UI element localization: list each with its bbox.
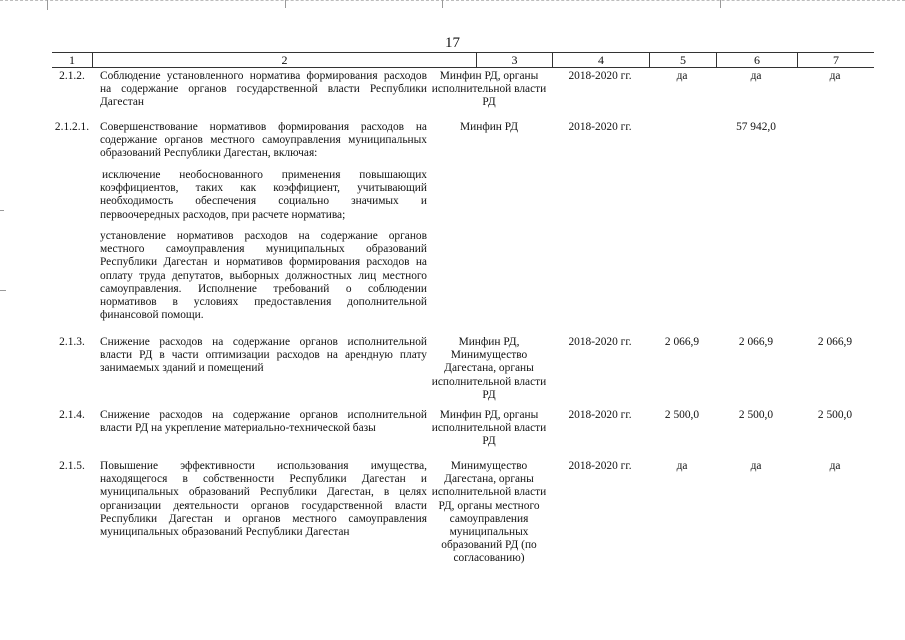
row-value-col7: 2 066,9 bbox=[817, 336, 853, 348]
row-value-col6: 2 066,9 bbox=[738, 336, 774, 348]
row-number: 2.1.2. bbox=[59, 70, 85, 82]
scan-mark bbox=[47, 0, 48, 10]
row-period: 2018-2020 гг. bbox=[568, 409, 632, 421]
column-header-1: 1 bbox=[69, 53, 75, 67]
row-responsible: Минфин РД bbox=[460, 121, 518, 133]
row-period: 2018-2020 гг. bbox=[568, 460, 632, 472]
row-number: 2.1.5. bbox=[59, 460, 85, 472]
row-description-continuation bbox=[100, 230, 427, 322]
row-description-paragraph: установление нормативов расходов на содержание органов местного самоуправления муниципальных образований Республики Дагестан и нормативов формирования расходов на оплату труда депутатов, выборных должностных лиц местного самоуправления. Исполнение требований о соблюдении нормативов в условиях предоставления дополнительной финансовой помощи. bbox=[100, 230, 427, 322]
row-value-col6: да bbox=[750, 460, 762, 472]
scan-mark bbox=[285, 0, 286, 8]
row-description-continuation bbox=[100, 169, 427, 222]
table-header-row bbox=[52, 52, 874, 68]
row-value-col7: да bbox=[829, 460, 841, 472]
column-header-3: 3 bbox=[511, 53, 518, 67]
row-period: 2018-2020 гг. bbox=[568, 121, 632, 133]
row-description bbox=[100, 70, 427, 110]
row-period: 2018-2020 гг. bbox=[568, 336, 632, 348]
row-value-col5: 2 500,0 bbox=[664, 409, 700, 421]
row-number: 2.1.2.1. bbox=[54, 121, 90, 133]
scan-mark bbox=[0, 290, 6, 291]
row-description-paragraph: Снижение расходов на содержание органов исполнительной власти РД в части оптимизации расходов на арендную плату занимаемых зданий и помещений bbox=[100, 336, 427, 375]
row-number: 2.1.3. bbox=[59, 336, 85, 348]
row-number: 2.1.4. bbox=[59, 409, 85, 421]
row-value-col7: да bbox=[829, 70, 841, 82]
row-value-col6: 2 500,0 bbox=[738, 409, 774, 421]
scan-mark bbox=[720, 0, 721, 8]
row-value-col5: 2 066,9 bbox=[664, 336, 700, 348]
row-responsible: Минфин РД, органы исполнительной власти РД bbox=[431, 70, 547, 109]
row-value-col6: да bbox=[750, 70, 762, 82]
page-number: 17 bbox=[445, 35, 460, 51]
column-header-2: 2 bbox=[281, 53, 288, 67]
row-responsible: Минфин РД, Минимущество Дагестана, органы исполнительной власти РД bbox=[431, 336, 547, 401]
row-description-paragraph: Снижение расходов на содержание органов исполнительной власти РД на укрепление материально-технической базы bbox=[100, 409, 427, 435]
row-description bbox=[100, 336, 427, 376]
row-value-col7: 2 500,0 bbox=[817, 409, 853, 421]
row-value-col5: да bbox=[676, 70, 688, 82]
row-responsible: Минимущество Дагестана, органы исполнительной власти РД, органы местного самоуправления муниципальных образований РД (по согласованию) bbox=[431, 460, 547, 565]
row-description-paragraph: исключение необоснованного применения повышающих коэффициентов, таких как коэффициент, учитывающий необходимость обеспечения социально значимых и первоочередных расходов, при расчете норматива; bbox=[100, 169, 427, 221]
row-description bbox=[100, 460, 427, 539]
row-description bbox=[100, 121, 427, 161]
row-description-paragraph: Совершенствование нормативов формирования расходов на содержание органов местного самоуправления муниципальных образований Республики Дагестан, включая: bbox=[100, 121, 427, 160]
row-description-paragraph: Соблюдение установленного норматива формирования расходов на содержание органов государственной власти Республики Дагестан bbox=[100, 70, 427, 109]
row-period: 2018-2020 гг. bbox=[568, 70, 632, 82]
column-header-6: 6 bbox=[754, 53, 760, 67]
row-value-col5: да bbox=[676, 460, 688, 472]
scan-mark bbox=[0, 210, 4, 211]
row-description-paragraph: Повышение эффективности использования имущества, находящегося в собственности Республики Дагестан и муниципальных образований Республики Дагестан, в целях организации деятельности органов государственной власти Республики Дагестан и органов местного самоуправления муниципальных образований Республики Дагестан bbox=[100, 460, 427, 539]
row-value-col6: 57 942,0 bbox=[736, 121, 776, 133]
row-description bbox=[100, 409, 427, 435]
column-header-7: 7 bbox=[833, 53, 839, 67]
column-header-5: 5 bbox=[680, 53, 686, 67]
scan-mark bbox=[442, 0, 443, 8]
column-header-4: 4 bbox=[598, 53, 604, 67]
scan-top-rule bbox=[0, 0, 905, 2]
row-responsible: Минфин РД, органы исполнительной власти РД bbox=[431, 409, 547, 448]
